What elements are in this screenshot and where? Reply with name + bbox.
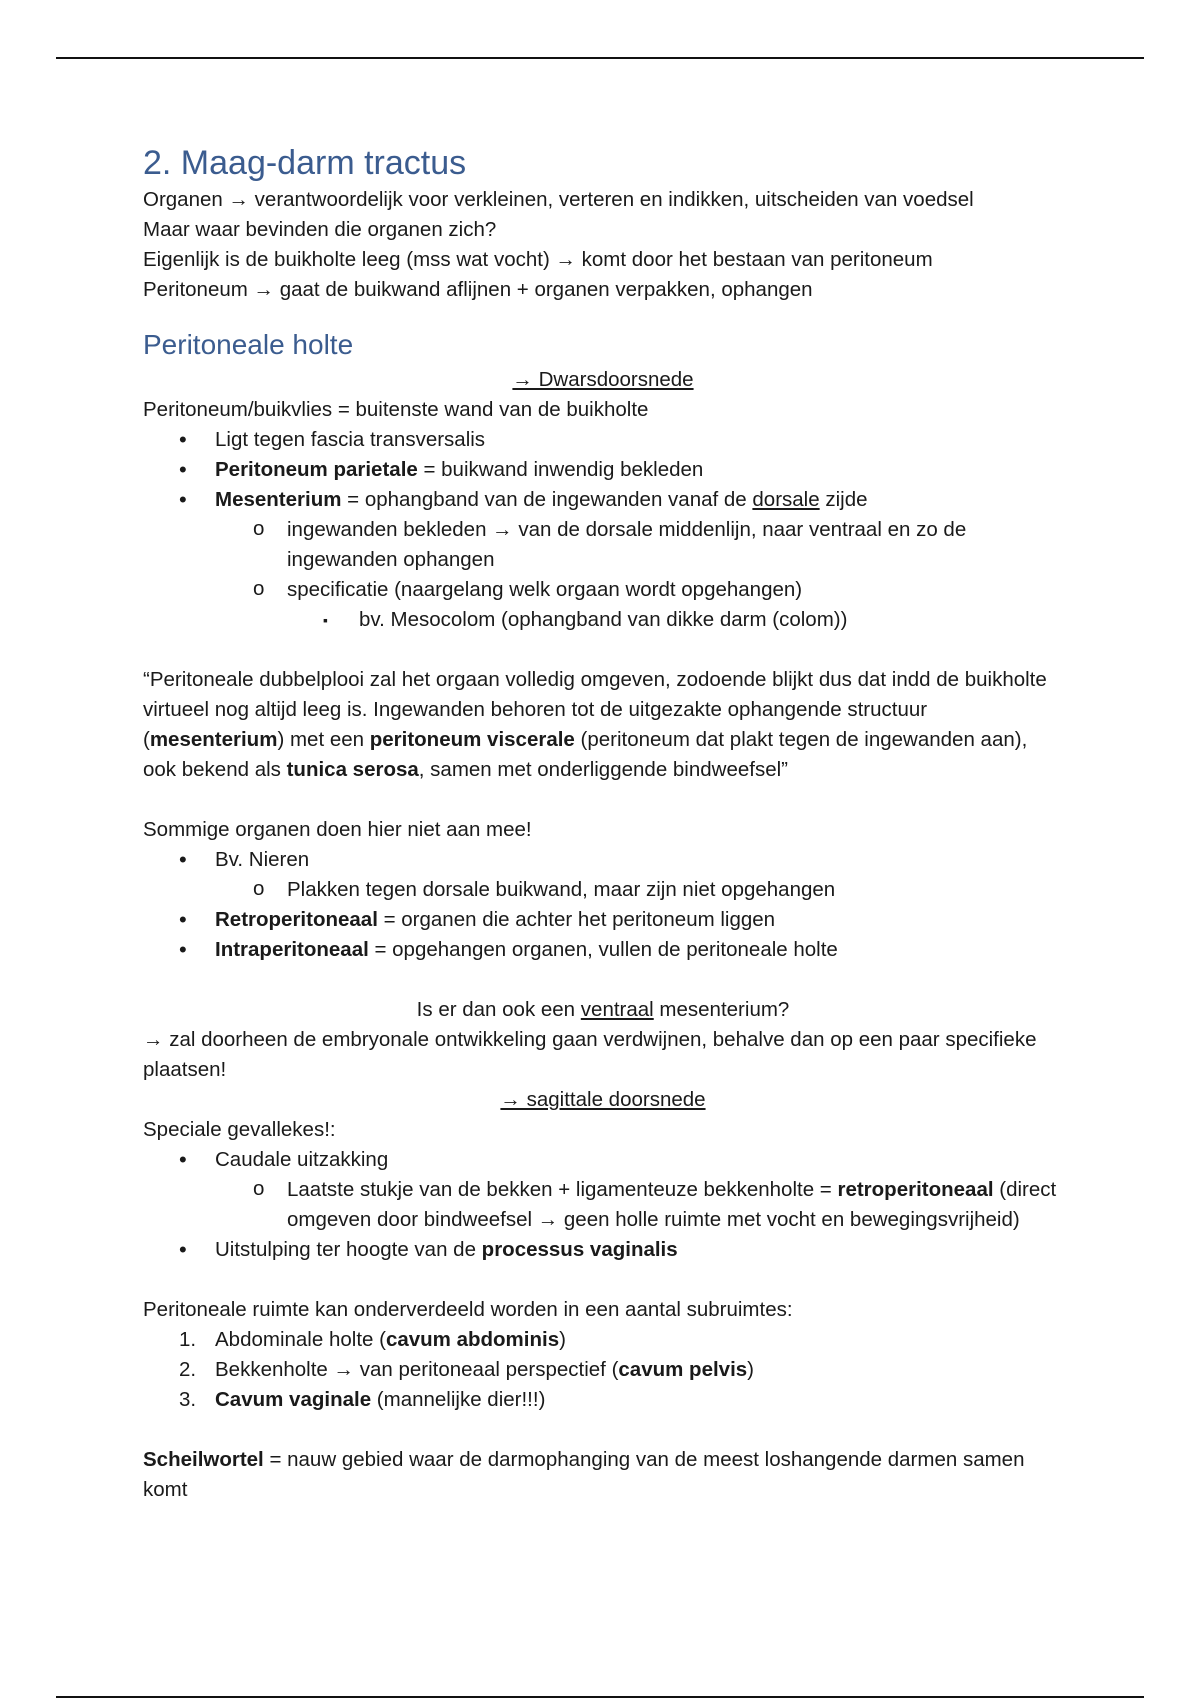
list-item-text: = buikwand inwendig bekleden [417, 458, 704, 481]
list-item-text: Uitstulping ter hoogte van de [215, 1238, 482, 1261]
term-bold: Cavum vaginale [215, 1388, 372, 1411]
bullet-list-special [143, 1145, 1063, 1265]
ventral-answer: → zal doorheen de embryonale ontwikkeling gaan verdwijnen, behalve dan op een paar specifieke plaatsen! [143, 1028, 1037, 1081]
term-bold: Intraperitoneaal [215, 938, 369, 961]
intro-line: Organen → verantwoordelijk voor verkleinen, verteren en indikken, uitscheiden van voedsel [143, 188, 974, 211]
sub-list-item [143, 515, 1063, 575]
sagittale-reference [143, 1085, 1063, 1115]
list-item [143, 935, 1063, 965]
list-item-text: = opgehangen organen, vullen de peritoneale holte [368, 938, 838, 961]
intro-line: Eigenlijk is de buikholte leeg (mss wat vocht) → komt door het bestaan van peritoneum [143, 248, 933, 271]
term-bold: Scheilwortel [143, 1448, 264, 1471]
list-item-text: ingewanden bekleden → van de dorsale middenlijn, naar ventraal en zo de ingewanden ophangen [287, 518, 967, 571]
item-number: 2. [179, 1358, 197, 1381]
question-text: mesenterium? [653, 998, 790, 1021]
list-item [143, 1235, 1063, 1265]
term-bold: cavum abdominis [385, 1328, 560, 1351]
ventral-question [143, 995, 1063, 1025]
underlined-word: ventraal [580, 998, 654, 1021]
dwarsdoorsnede-label: → Dwarsdoorsnede [512, 368, 694, 391]
quote-paragraph [143, 665, 1063, 785]
list-item-text: = organen die achter het peritoneum liggen [377, 908, 776, 931]
footer-rule [56, 1696, 1144, 1698]
sagittale-label: → sagittale doorsnede [500, 1088, 706, 1111]
list-item [143, 455, 1063, 485]
intro-line: Peritoneum → gaat de buikwand aflijnen + organen verpakken, ophangen [143, 278, 813, 301]
term-bold: tunica serosa [286, 758, 419, 781]
list-item [143, 425, 1063, 455]
intro-line: Maar waar bevinden die organen zich? [143, 218, 497, 241]
term-bold: processus vaginalis [481, 1238, 678, 1261]
subspaces-intro: Peritoneale ruimte kan onderverdeeld worden in een aantal subruimtes: [143, 1298, 793, 1321]
numbered-list-subspaces [143, 1325, 1063, 1415]
term-bold: mesenterium [149, 728, 278, 751]
underlined-word: dorsale [752, 488, 820, 511]
sub-list-item [143, 575, 1063, 605]
chapter-title: 2. Maag-darm tractus [143, 144, 467, 182]
special-cases-line: Speciale gevallekes!: [143, 1118, 336, 1141]
term-bold: Mesenterium [215, 488, 342, 511]
list-item-text: Laatste stukje van de bekken + ligamenteuze bekkenholte = [287, 1178, 838, 1201]
list-item-text: ) [559, 1328, 566, 1351]
term-bold: cavum pelvis [618, 1358, 748, 1381]
list-item-text: ) [747, 1358, 754, 1381]
list-item [143, 845, 1063, 875]
peritoneum-definition: Peritoneum/buikvlies = buitenste wand van de buikholte [143, 398, 649, 421]
term-bold: Peritoneum parietale [215, 458, 418, 481]
list-item [143, 1145, 1063, 1175]
sub-sub-list-item [143, 605, 1063, 635]
quote-text: , samen met onderliggende bindweefsel” [418, 758, 789, 781]
dwarsdoorsnede-reference [143, 365, 1063, 395]
list-item-text: Bv. Nieren [215, 848, 310, 871]
scheilwortel-definition [143, 1445, 1063, 1505]
list-item [143, 485, 1063, 515]
list-item-text: (direct omgeven door bindweefsel → geen holle ruimte met vocht en bewegingsvrijheid) [287, 1178, 1057, 1231]
document-body [143, 142, 1063, 1505]
numbered-item [143, 1325, 1063, 1355]
definition-text: = nauw gebied waar de darmophanging van de meest loshangende darmen samen komt [143, 1448, 1025, 1501]
numbered-item [143, 1385, 1063, 1415]
list-item-text: specificatie (naargelang welk orgaan wordt opgehangen) [287, 578, 803, 601]
item-number: 3. [179, 1388, 197, 1411]
bullet-list-organs [143, 845, 1063, 965]
list-item-text: (mannelijke dier!!!) [371, 1388, 546, 1411]
list-item-text: Plakken tegen dorsale buikwand, maar zijn niet opgehangen [287, 878, 836, 901]
sommige-organen-line: Sommige organen doen hier niet aan mee! [143, 818, 532, 841]
header-rule [56, 57, 1144, 59]
quote-text: “Peritoneale dubbelplooi zal het orgaan volledig omgeven, zodoende blijkt dus dat indd de buikholte virtueel nog altijd leeg is. Ingewanden behoren tot de uitgezakte ophangende structuur ( [143, 668, 1047, 751]
list-item-text: zijde [819, 488, 868, 511]
list-item-text: Caudale uitzakking [215, 1148, 389, 1171]
section-heading: Peritoneale holte [143, 329, 354, 360]
list-item-text: bv. Mesocolom (ophangband van dikke darm (colom)) [359, 608, 848, 631]
sub-list-item [143, 1175, 1063, 1235]
list-item-text: Abdominale holte ( [215, 1328, 386, 1351]
list-item [143, 905, 1063, 935]
term-bold: peritoneum viscerale [369, 728, 575, 751]
quote-text: (peritoneum dat plakt tegen de ingewanden aan), ook bekend als [143, 728, 1028, 781]
quote-text: ) met een [277, 728, 370, 751]
item-number: 1. [179, 1328, 197, 1351]
sub-list-item [143, 875, 1063, 905]
term-bold: retroperitoneaal [837, 1178, 994, 1201]
question-text: Is er dan ook een [416, 998, 581, 1021]
list-item-text: Bekkenholte → van peritoneaal perspectief ( [215, 1358, 619, 1381]
bullet-list-peritoneum [143, 425, 1063, 635]
list-item-text: Ligt tegen fascia transversalis [215, 428, 486, 451]
term-bold: Retroperitoneaal [215, 908, 378, 931]
list-item-text: = ophangband van de ingewanden vanaf de [341, 488, 753, 511]
numbered-item [143, 1355, 1063, 1385]
